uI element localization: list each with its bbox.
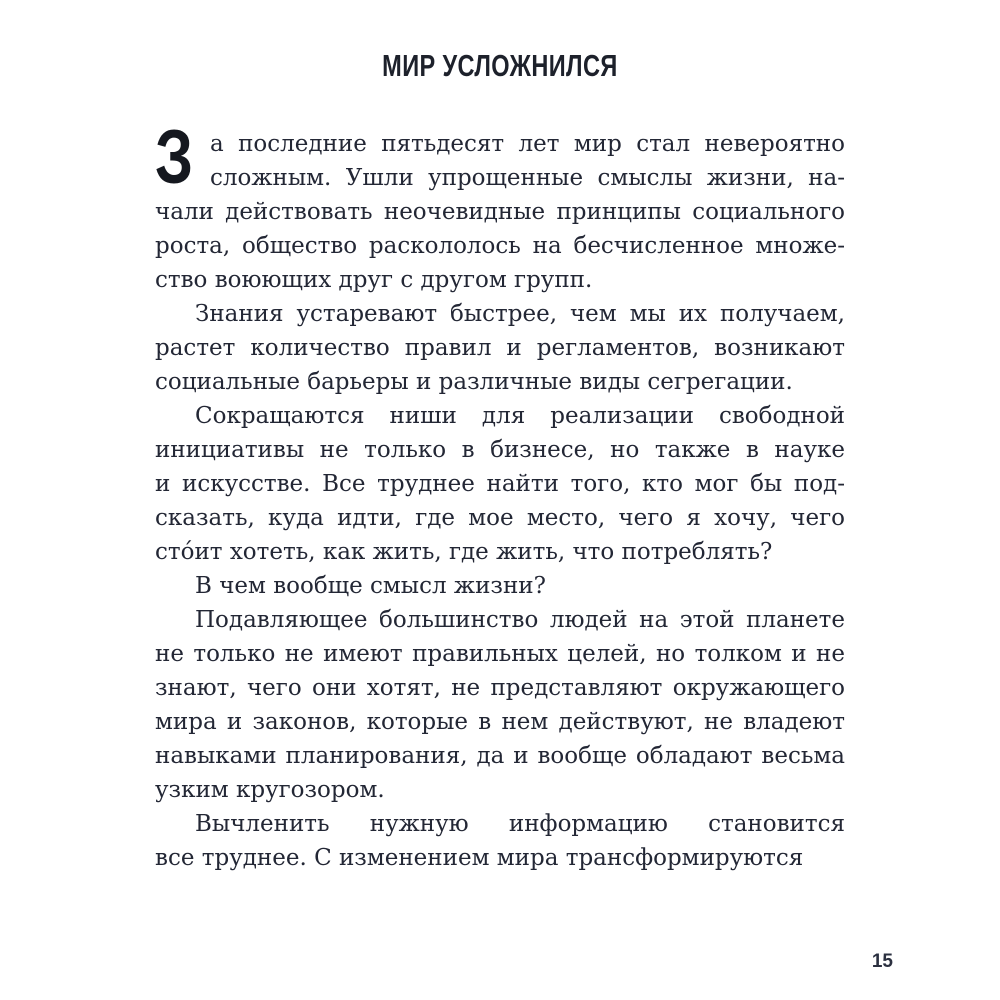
- text-line: роста, общество раскололось на бесчисленное множе-: [155, 233, 845, 259]
- text-line: мира и законов, которые в нем действуют, не владеют: [155, 709, 845, 735]
- text-line: сказать, куда идти, где мое место, чего я хочу, чего: [155, 505, 845, 531]
- text-line: инициативы не только в бизнесе, но также в науке: [155, 437, 845, 463]
- text-line: сложным. Ушли упрощенные смыслы жизни, на-: [210, 165, 845, 191]
- text-line: знают, чего они хотят, не представляют окружающего: [155, 675, 845, 701]
- text-line: все труднее. С изменением мира трансформируются: [155, 845, 804, 871]
- text-line: и искусстве. Все труднее найти того, кто мог бы под-: [155, 471, 845, 497]
- page-number: 15: [871, 951, 893, 972]
- paragraph: [155, 297, 845, 399]
- text-line: Сокращаются ниши для реализации свободной: [195, 403, 845, 429]
- page-title: [155, 48, 845, 84]
- text-line: навыками планирования, да и вообще обладают весьма: [155, 743, 845, 769]
- page-header: [155, 48, 845, 84]
- body-text: [155, 115, 845, 875]
- text-line: ство воюющих друг с другом групп.: [155, 267, 593, 293]
- text-line: социальные барьеры и различные виды сегрегации.: [155, 369, 793, 395]
- text-line: а последние пятьдесят лет мир стал невероятно: [210, 131, 845, 157]
- text-line: В чем вообще смысл жизни?: [195, 573, 546, 599]
- text-line: чали действовать неочевидные принципы социального: [155, 199, 845, 225]
- paragraph: [155, 399, 845, 569]
- text-line: сто́ит хотеть, как жить, где жить, что потреблять?: [155, 539, 773, 565]
- page-title-text: МИР УСЛОЖНИЛСЯ: [382, 48, 618, 83]
- text-line: не только не имеют правильных целей, но толком и не: [155, 641, 845, 667]
- text-line: Вычленить нужную информацию становится: [195, 811, 845, 837]
- paragraph: [155, 569, 845, 603]
- text-line: Подавляющее большинство людей на этой планете: [195, 607, 845, 633]
- paragraph: [155, 115, 845, 297]
- text-line: Знания устаревают быстрее, чем мы их получаем,: [195, 301, 845, 327]
- drop-cap: З: [155, 115, 194, 200]
- paragraph: [155, 807, 845, 875]
- text-line: узким кругозором.: [155, 777, 385, 803]
- text-line: растет количество правил и регламентов, возникают: [155, 335, 845, 361]
- paragraph: [155, 603, 845, 807]
